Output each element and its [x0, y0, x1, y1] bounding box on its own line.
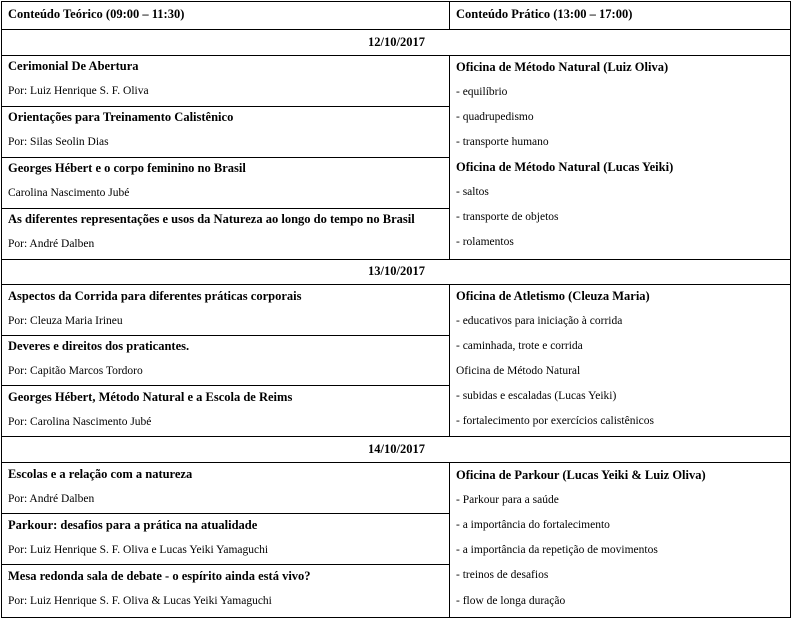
talk-title: Orientações para Treinamento Calistênico	[8, 110, 234, 124]
workshop-item: - educativos para iniciação à corrida	[456, 315, 623, 327]
column-divider	[449, 284, 450, 436]
workshop-item: - Parkour para a saúde	[456, 494, 559, 506]
workshop-item: - transporte humano	[456, 136, 549, 148]
talk-title: Parkour: desafios para a prática na atualidade	[8, 518, 258, 532]
workshop-item: - flow de longa duração	[456, 595, 566, 607]
column-divider	[449, 462, 450, 618]
theory-divider	[1, 157, 449, 158]
date-row-top	[1, 259, 791, 260]
talk-title: Aspectos da Corrida para diferentes práticas corporais	[8, 289, 302, 303]
table-border-top	[1, 1, 791, 2]
date-label: 13/10/2017	[368, 264, 425, 278]
workshop-item: - treinos de desafios	[456, 569, 549, 581]
workshop-item: - equilíbrio	[456, 86, 508, 98]
workshop-item: - a importância da repetição de movimentos	[456, 544, 658, 556]
workshop-item: - a importância do fortalecimento	[456, 519, 610, 531]
workshop-item: - saltos	[456, 186, 489, 198]
theory-divider	[1, 208, 449, 209]
date-row-bottom	[1, 462, 791, 463]
workshop-title: Oficina de Parkour (Lucas Yeiki & Luiz Oliva)	[456, 468, 706, 482]
header-divider	[449, 1, 450, 29]
talk-speaker: Por: Cleuza Maria Irineu	[8, 315, 123, 327]
talk-title: Georges Hébert, Método Natural e a Escola de Reims	[8, 390, 293, 404]
theory-divider	[1, 513, 449, 514]
workshop-title: Oficina de Atletismo (Cleuza Maria)	[456, 289, 650, 303]
table-border-right	[790, 1, 791, 618]
workshop-item: - quadrupedismo	[456, 111, 534, 123]
workshop-item: - rolamentos	[456, 236, 514, 248]
theory-divider	[1, 564, 449, 565]
talk-speaker: Por: André Dalben	[8, 238, 95, 250]
talk-title: Georges Hébert e o corpo feminino no Brasil	[8, 161, 246, 175]
date-label: 12/10/2017	[368, 35, 425, 49]
header-pratico: Conteúdo Prático (13:00 – 17:00)	[456, 7, 633, 21]
table-border-left	[1, 1, 2, 618]
talk-speaker: Por: Silas Seolin Dias	[8, 136, 109, 148]
column-divider	[449, 55, 450, 259]
talk-title: Escolas e a relação com a natureza	[8, 467, 193, 481]
talk-title: Deveres e direitos dos praticantes.	[8, 339, 190, 353]
talk-speaker: Por: Luiz Henrique S. F. Oliva e Lucas Yeiki Yamaguchi	[8, 544, 269, 556]
date-row-bottom	[1, 55, 791, 56]
theory-divider	[1, 385, 449, 386]
workshop-item: - caminhada, trote e corrida	[456, 340, 583, 352]
talk-title: As diferentes representações e usos da Natureza ao longo do tempo no Brasil	[8, 212, 415, 226]
talk-speaker: Por: Carolina Nascimento Jubé	[8, 416, 152, 428]
theory-divider	[1, 106, 449, 107]
talk-speaker: Carolina Nascimento Jubé	[8, 187, 130, 199]
table-border-bottom	[1, 617, 791, 618]
workshop-item: - transporte de objetos	[456, 211, 559, 223]
workshop-item: - fortalecimento por exercícios calistênicos	[456, 415, 654, 427]
header-teorico: Conteúdo Teórico (09:00 – 11:30)	[8, 7, 185, 21]
talk-speaker: Por: Capitão Marcos Tordoro	[8, 365, 143, 377]
date-row-bottom	[1, 284, 791, 285]
header-bottom	[1, 29, 791, 30]
talk-speaker: Por: André Dalben	[8, 493, 95, 505]
workshop-item: Oficina de Método Natural	[456, 365, 581, 377]
workshop-item: - subidas e escaladas (Lucas Yeiki)	[456, 390, 617, 402]
talk-speaker: Por: Luiz Henrique S. F. Oliva	[8, 85, 149, 97]
theory-divider	[1, 335, 449, 336]
talk-speaker: Por: Luiz Henrique S. F. Oliva & Lucas Yeiki Yamaguchi	[8, 595, 272, 607]
talk-title: Cerimonial De Abertura	[8, 59, 139, 73]
workshop-title: Oficina de Método Natural (Lucas Yeiki)	[456, 160, 674, 174]
talk-title: Mesa redonda sala de debate - o espírito ainda está vivo?	[8, 569, 311, 583]
date-label: 14/10/2017	[368, 442, 425, 456]
workshop-title: Oficina de Método Natural (Luiz Oliva)	[456, 60, 669, 74]
date-row-top	[1, 436, 791, 437]
